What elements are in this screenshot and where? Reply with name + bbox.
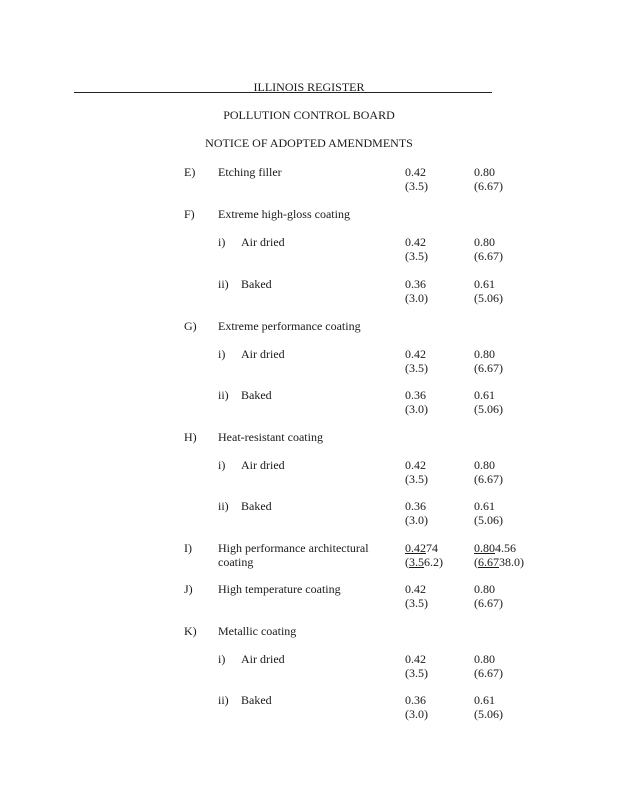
added-text: 6.2)	[424, 555, 443, 569]
value-2-metric: (6.67)	[474, 361, 503, 375]
subitem-label: Baked	[241, 388, 272, 402]
value-2-metric: (6.67)	[474, 596, 503, 610]
item-label: Extreme high-gloss coating	[218, 207, 350, 221]
subitem-label: Baked	[241, 499, 272, 513]
deleted-text: 0.42	[405, 541, 426, 555]
value-2: 0.80	[474, 347, 495, 361]
value-1-metric: (3.0)	[405, 707, 428, 721]
item-letter: F)	[184, 207, 195, 221]
value-1: 0.42	[405, 458, 426, 472]
value-2-metric: (5.06)	[474, 402, 503, 416]
value-2: 0.80	[474, 652, 495, 666]
subitem-label: Air dried	[241, 235, 285, 249]
value-2-metric: (6.67)	[474, 179, 503, 193]
value-2-metric: (6.67)	[474, 472, 503, 486]
value-2: 0.61	[474, 277, 495, 291]
subitem-label: Air dried	[241, 652, 285, 666]
value-1: 0.42	[405, 165, 426, 179]
value-2-metric-amended	[474, 555, 524, 569]
subitem-number: i)	[218, 652, 226, 666]
value-1: 0.42	[405, 652, 426, 666]
value-2: 0.80	[474, 458, 495, 472]
subitem-number: ii)	[218, 499, 229, 513]
value-1-metric: (3.5)	[405, 361, 428, 375]
item-letter: K)	[184, 624, 197, 638]
item-letter: G)	[184, 319, 197, 333]
added-text: 4.56	[495, 541, 516, 555]
value-1: 0.36	[405, 693, 426, 707]
notice-title: NOTICE OF ADOPTED AMENDMENTS	[205, 136, 413, 150]
value-2-metric: (6.67)	[474, 666, 503, 680]
value-2: 0.61	[474, 693, 495, 707]
value-2: 0.61	[474, 388, 495, 402]
value-2-metric: (5.06)	[474, 707, 503, 721]
deleted-text: 0.80	[474, 541, 495, 555]
register-title: ILLINOIS REGISTER	[253, 80, 365, 94]
value-1-metric: (3.0)	[405, 291, 428, 305]
subitem-number: i)	[218, 458, 226, 472]
value-1: 0.42	[405, 582, 426, 596]
subitem-number: ii)	[218, 388, 229, 402]
value-2-metric: (6.67)	[474, 249, 503, 263]
subitem-number: ii)	[218, 693, 229, 707]
item-label: Metallic coating	[218, 624, 297, 638]
value-1: 0.36	[405, 277, 426, 291]
value-1-metric: (3.5)	[405, 596, 428, 610]
paren-open: (	[474, 555, 478, 569]
value-1-amended	[405, 541, 438, 555]
value-1: 0.42	[405, 347, 426, 361]
item-letter: I)	[184, 541, 192, 555]
value-1-metric: (3.0)	[405, 513, 428, 527]
value-2-metric: (5.06)	[474, 513, 503, 527]
subitem-label: Air dried	[241, 347, 285, 361]
value-1: 0.42	[405, 235, 426, 249]
value-1: 0.36	[405, 499, 426, 513]
added-text: 38.0)	[499, 555, 524, 569]
item-label: High performance architectural	[218, 541, 369, 555]
value-2-amended	[474, 541, 516, 555]
item-label-continued: coating	[218, 555, 254, 569]
item-letter: E)	[184, 165, 196, 179]
value-1-metric-amended	[405, 555, 443, 569]
value-2-metric: (5.06)	[474, 291, 503, 305]
header-rule	[74, 92, 492, 93]
value-1-metric: (3.5)	[405, 249, 428, 263]
subitem-label: Air dried	[241, 458, 285, 472]
value-2: 0.80	[474, 165, 495, 179]
paren-open: (	[405, 555, 409, 569]
value-1-metric: (3.5)	[405, 472, 428, 486]
deleted-text: 6.67	[478, 555, 499, 569]
deleted-text: 3.5	[409, 555, 424, 569]
item-label: Etching filler	[218, 165, 282, 179]
item-letter: J)	[184, 582, 193, 596]
agency-title: POLLUTION CONTROL BOARD	[223, 108, 395, 122]
subitem-label: Baked	[241, 277, 272, 291]
item-label: Extreme performance coating	[218, 319, 361, 333]
value-2: 0.80	[474, 582, 495, 596]
value-1-metric: (3.5)	[405, 666, 428, 680]
value-2: 0.80	[474, 235, 495, 249]
value-1: 0.36	[405, 388, 426, 402]
item-letter: H)	[184, 430, 197, 444]
value-1-metric: (3.0)	[405, 402, 428, 416]
item-label: High temperature coating	[218, 582, 341, 596]
added-text: 74	[426, 541, 438, 555]
subitem-number: i)	[218, 347, 226, 361]
subitem-label: Baked	[241, 693, 272, 707]
subitem-number: i)	[218, 235, 226, 249]
item-label: Heat-resistant coating	[218, 430, 323, 444]
value-2: 0.61	[474, 499, 495, 513]
value-1-metric: (3.5)	[405, 179, 428, 193]
subitem-number: ii)	[218, 277, 229, 291]
